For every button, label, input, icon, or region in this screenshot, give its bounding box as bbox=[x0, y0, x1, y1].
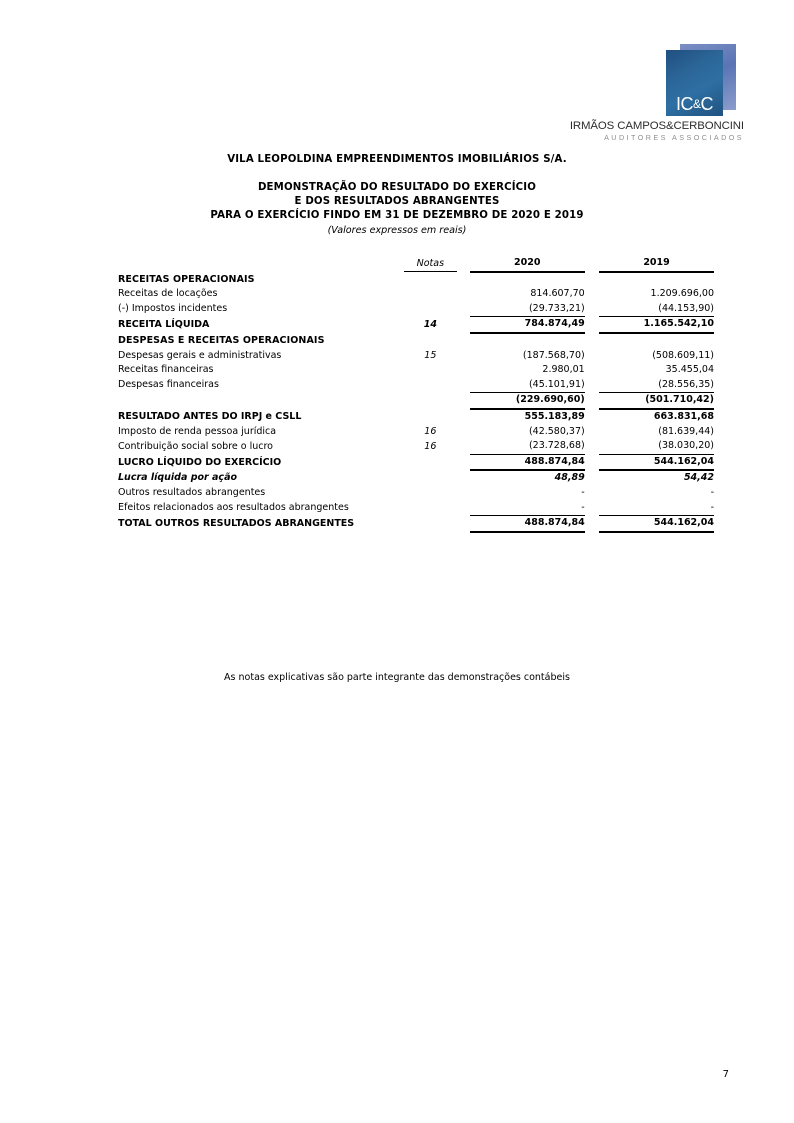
header-year-2019: 2019 bbox=[599, 256, 714, 272]
cell-gap bbox=[457, 410, 470, 425]
table-row bbox=[118, 425, 714, 440]
row-note bbox=[404, 486, 456, 501]
table-row bbox=[118, 378, 714, 393]
row-value-2020: 48,89 bbox=[554, 472, 585, 484]
total-value-2019: 544.162,04 bbox=[599, 454, 714, 470]
cell-gap bbox=[457, 454, 470, 470]
header-blank bbox=[118, 256, 404, 272]
row-label: Receitas financeiras bbox=[118, 364, 214, 376]
row-value-2020: 814.607,70 bbox=[530, 288, 585, 300]
cell-gap bbox=[457, 273, 470, 288]
cell-gap bbox=[457, 516, 470, 532]
logo-mark bbox=[660, 40, 738, 118]
cell-gap bbox=[585, 470, 599, 486]
section-heading-row bbox=[118, 334, 714, 349]
total-note bbox=[404, 516, 456, 532]
total-label-receita-liquida: RECEITA LÍQUIDA bbox=[118, 319, 210, 331]
row-value-2020: (42.580,37) bbox=[528, 425, 585, 437]
cell-gap bbox=[457, 363, 470, 378]
row-value-2019: - bbox=[710, 501, 714, 513]
row-label: (-) Impostos incidentes bbox=[118, 303, 228, 315]
cell-gap bbox=[585, 363, 599, 378]
row-value-2020: (23.728,68) bbox=[528, 440, 585, 452]
cell-gap bbox=[457, 287, 470, 302]
table-row bbox=[118, 363, 714, 378]
cell-gap bbox=[585, 334, 599, 349]
row-value-2019: (508.609,11) bbox=[652, 349, 714, 361]
row-value-2019: (81.639,44) bbox=[658, 425, 714, 437]
cell-v2019 bbox=[599, 273, 714, 288]
logo-firm-name: IRMÃOS CAMPOS&CERBONCINI bbox=[569, 120, 744, 132]
row-value-2019: (28.556,35) bbox=[658, 378, 714, 390]
section-title-receitas: RECEITAS OPERACIONAIS bbox=[118, 273, 255, 285]
cell-gap bbox=[457, 470, 470, 486]
logo-mark-text: IC&C bbox=[675, 94, 713, 114]
table-row bbox=[118, 287, 714, 302]
total-note bbox=[404, 393, 456, 409]
cell-gap bbox=[585, 454, 599, 470]
cell-gap bbox=[457, 317, 470, 333]
row-label: Efeitos relacionados aos resultados abrangentes bbox=[118, 501, 349, 513]
cell-gap bbox=[457, 501, 470, 516]
section-heading-row bbox=[118, 273, 714, 288]
total-value-2019: (501.710,42) bbox=[599, 393, 714, 409]
cell-gap bbox=[585, 302, 599, 317]
row-value-2019: - bbox=[710, 486, 714, 498]
label-total-outros-resultados: TOTAL OUTROS RESULTADOS ABRANGENTES bbox=[118, 518, 355, 530]
cell-v2020 bbox=[470, 334, 585, 349]
row-note bbox=[404, 378, 456, 393]
row-label: Despesas gerais e administrativas bbox=[118, 349, 282, 361]
cell-gap bbox=[585, 439, 599, 454]
row-note bbox=[404, 501, 456, 516]
cell-gap bbox=[585, 273, 599, 288]
explanatory-notes-footer: As notas explicativas são parte integrante das demonstrações contábeis bbox=[224, 672, 570, 683]
row-value-2019: 1.209.696,00 bbox=[650, 288, 714, 300]
cell-note bbox=[404, 334, 456, 349]
row-value-2020: - bbox=[581, 501, 585, 513]
header-notes: Notas bbox=[404, 256, 456, 272]
income-statement-table bbox=[118, 256, 714, 533]
table-row bbox=[118, 501, 714, 516]
row-value-2019: 54,42 bbox=[683, 472, 714, 484]
row-note bbox=[404, 410, 456, 425]
total-value-2020: (229.690,60) bbox=[470, 393, 585, 409]
cell-gap bbox=[585, 349, 599, 364]
header-gap-2 bbox=[585, 256, 599, 272]
row-value-2019: (44.153,90) bbox=[658, 302, 714, 314]
total-value-2020: 488.874,84 bbox=[470, 454, 585, 470]
row-note bbox=[404, 287, 456, 302]
row-note bbox=[404, 470, 456, 486]
logo-firm-subtitle: AUDITORES ASSOCIADOS bbox=[604, 133, 744, 142]
header-year-2020: 2020 bbox=[470, 256, 585, 272]
cell-v2020 bbox=[470, 273, 585, 288]
cell-gap bbox=[457, 334, 470, 349]
row-label: Despesas financeiras bbox=[118, 379, 219, 391]
currency-note: (Valores expressos em reais) bbox=[327, 225, 467, 236]
cell-gap bbox=[457, 302, 470, 317]
total-value-2019: 544.162,04 bbox=[599, 516, 714, 532]
table-row bbox=[118, 349, 714, 364]
row-note: 16 bbox=[424, 425, 437, 437]
table-row-per-share bbox=[118, 470, 714, 486]
section-title-despesas: DESPESAS E RECEITAS OPERACIONAIS bbox=[118, 334, 325, 346]
cell-gap bbox=[457, 486, 470, 501]
row-note bbox=[404, 363, 456, 378]
total-note: 14 bbox=[423, 319, 437, 331]
cell-gap bbox=[585, 287, 599, 302]
cell-gap bbox=[585, 317, 599, 333]
cell-gap bbox=[457, 425, 470, 440]
total-label bbox=[118, 393, 404, 409]
row-value-2019: (38.030,20) bbox=[658, 440, 714, 452]
row-value-2020: (29.733,21) bbox=[528, 302, 585, 314]
cell-gap bbox=[585, 501, 599, 516]
label-lucro-liquido: LUCRO LÍQUIDO DO EXERCÍCIO bbox=[118, 456, 282, 468]
table-row bbox=[118, 486, 714, 501]
cell-gap bbox=[457, 393, 470, 409]
row-value-2019: 35.455,04 bbox=[665, 364, 714, 376]
cell-gap bbox=[457, 378, 470, 393]
statement-title-line2: E DOS RESULTADOS ABRANGENTES bbox=[294, 196, 500, 207]
cell-gap bbox=[585, 486, 599, 501]
label-resultado-antes-irpj: RESULTADO ANTES DO IRPJ e CSLL bbox=[118, 410, 302, 422]
total-note bbox=[404, 454, 456, 470]
row-value-2020: 555.183,89 bbox=[524, 410, 585, 422]
table-total-row bbox=[118, 393, 714, 409]
cell-gap bbox=[585, 393, 599, 409]
row-value-2020: (45.101,91) bbox=[528, 378, 585, 390]
total-value-2019: 1.165.542,10 bbox=[599, 317, 714, 333]
row-value-2020: 2.980,01 bbox=[542, 364, 585, 376]
row-label: Contribuição social sobre o lucro bbox=[118, 440, 273, 452]
statement-title-line3: PARA O EXERCÍCIO FINDO EM 31 DE DEZEMBRO DE 2020 E 2019 bbox=[210, 210, 584, 221]
company-logo bbox=[548, 40, 744, 148]
cell-gap bbox=[585, 425, 599, 440]
company-name: VILA LEOPOLDINA EMPREENDIMENTOS IMOBILIÁRIOS S/A. bbox=[227, 154, 567, 165]
cell-gap bbox=[457, 349, 470, 364]
table-row bbox=[118, 439, 714, 454]
row-label: Imposto de renda pessoa jurídica bbox=[118, 425, 277, 437]
logo-square-front bbox=[666, 50, 723, 116]
cell-gap bbox=[457, 439, 470, 454]
row-label: Outros resultados abrangentes bbox=[118, 486, 266, 498]
row-note: 15 bbox=[424, 349, 437, 361]
label-lucro-por-acao: Lucra líquida por ação bbox=[118, 472, 238, 484]
statement-title-line1: DEMONSTRAÇÃO DO RESULTADO DO EXERCÍCIO bbox=[257, 182, 537, 193]
row-value-2020: - bbox=[581, 486, 585, 498]
row-label: Receitas de locações bbox=[118, 288, 218, 300]
row-note bbox=[404, 302, 456, 317]
cell-note bbox=[404, 273, 456, 288]
cell-gap bbox=[585, 516, 599, 532]
table-row bbox=[118, 302, 714, 317]
table-total-row-net-income bbox=[118, 454, 714, 470]
cell-v2019 bbox=[599, 334, 714, 349]
table-total-row-comprehensive bbox=[118, 516, 714, 532]
cell-gap bbox=[585, 410, 599, 425]
table-total-row bbox=[118, 317, 714, 333]
total-value-2020: 488.874,84 bbox=[470, 516, 585, 532]
table-row-before-tax bbox=[118, 410, 714, 425]
header-gap-1 bbox=[457, 256, 470, 272]
row-value-2020: (187.568,70) bbox=[522, 349, 585, 361]
page-number: 7 bbox=[722, 1069, 729, 1080]
cell-gap bbox=[585, 378, 599, 393]
row-note: 16 bbox=[424, 440, 437, 452]
total-value-2020: 784.874,49 bbox=[470, 317, 585, 333]
row-value-2019: 663.831,68 bbox=[653, 410, 714, 422]
table-header-row bbox=[118, 256, 714, 272]
